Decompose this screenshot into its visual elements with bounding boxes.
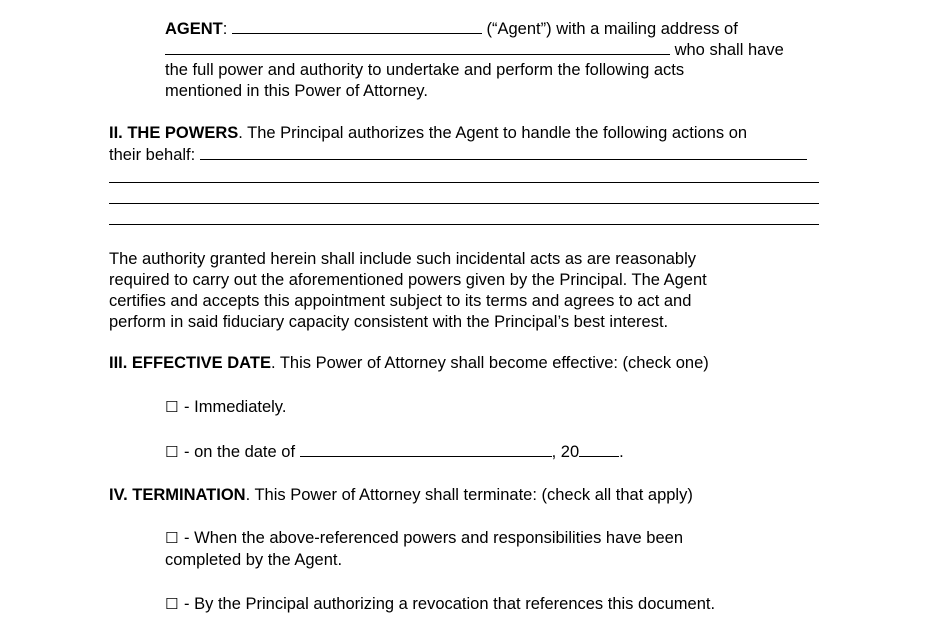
- powers-blank-3[interactable]: [109, 203, 819, 204]
- authority-line-4: perform in said fiduciary capacity consistent with the Principal’s best interest.: [109, 313, 669, 331]
- agent-intro-text: (“Agent”) with a mailing address of: [486, 20, 738, 38]
- powers-line-1: [109, 123, 747, 143]
- effective-option-immediately: [165, 397, 286, 417]
- termination-option-2-label: - By the Principal authorizing a revocation that references this document.: [179, 595, 716, 613]
- agent-line-2: [165, 39, 784, 60]
- powers-line-2: [109, 144, 807, 165]
- termination-option-1-continued: completed by the Agent.: [165, 551, 343, 569]
- agent-name-blank[interactable]: [232, 18, 482, 34]
- effective-option-date: [165, 441, 624, 462]
- authority-line-1: The authority granted herein shall include such incidental acts as are reasonably: [109, 250, 697, 268]
- effective-option-2-label: - on the date of: [179, 443, 296, 461]
- effective-date-text: . This Power of Attorney shall become effective: (check one): [270, 354, 709, 372]
- agent-line-2-text: who shall have: [674, 41, 784, 59]
- authority-line-2: required to carry out the aforementioned powers given by the Principal. The Agent: [109, 271, 707, 289]
- powers-heading: II. THE POWERS: [109, 124, 239, 142]
- termination-option-revocation: [165, 594, 715, 614]
- powers-blank-4[interactable]: [109, 224, 819, 225]
- effective-year-prefix: , 20: [551, 443, 580, 461]
- termination-text: . This Power of Attorney shall terminate: (check all that apply): [245, 486, 693, 504]
- checkbox-immediately[interactable]: ☐: [165, 398, 179, 416]
- checkbox-completed[interactable]: ☐: [165, 529, 179, 547]
- powers-text: . The Principal authorizes the Agent to handle the following actions on: [238, 124, 748, 142]
- effective-year-blank[interactable]: [579, 441, 619, 457]
- agent-label: AGENT: [165, 20, 223, 38]
- checkbox-on-date[interactable]: ☐: [165, 443, 179, 461]
- agent-line-3: the full power and authority to undertake and perform the following acts: [165, 61, 685, 79]
- powers-line-2-text: their behalf:: [109, 146, 196, 164]
- authority-line-3: certifies and accepts this appointment subject to its terms and agrees to act and: [109, 292, 692, 310]
- powers-blank-1[interactable]: [200, 144, 807, 160]
- effective-date-heading: III. EFFECTIVE DATE: [109, 354, 271, 372]
- termination-option-1-label: - When the above-referenced powers and responsibilities have been: [179, 529, 684, 547]
- effective-date-blank[interactable]: [300, 441, 552, 457]
- effective-option-2-end: .: [619, 443, 624, 461]
- effective-date-line: [109, 353, 709, 373]
- powers-blank-2[interactable]: [109, 182, 819, 183]
- termination-option-completed: [165, 528, 683, 548]
- agent-line-1: AGENT: (“Agent”) with a mailing address of: [165, 20, 738, 38]
- effective-option-1-label: - Immediately.: [179, 398, 287, 416]
- agent-line-4: mentioned in this Power of Attorney.: [165, 82, 428, 100]
- termination-heading: IV. TERMINATION: [109, 486, 246, 504]
- termination-line: [109, 485, 693, 505]
- checkbox-revocation[interactable]: ☐: [165, 595, 179, 613]
- agent-address-blank[interactable]: [165, 39, 670, 55]
